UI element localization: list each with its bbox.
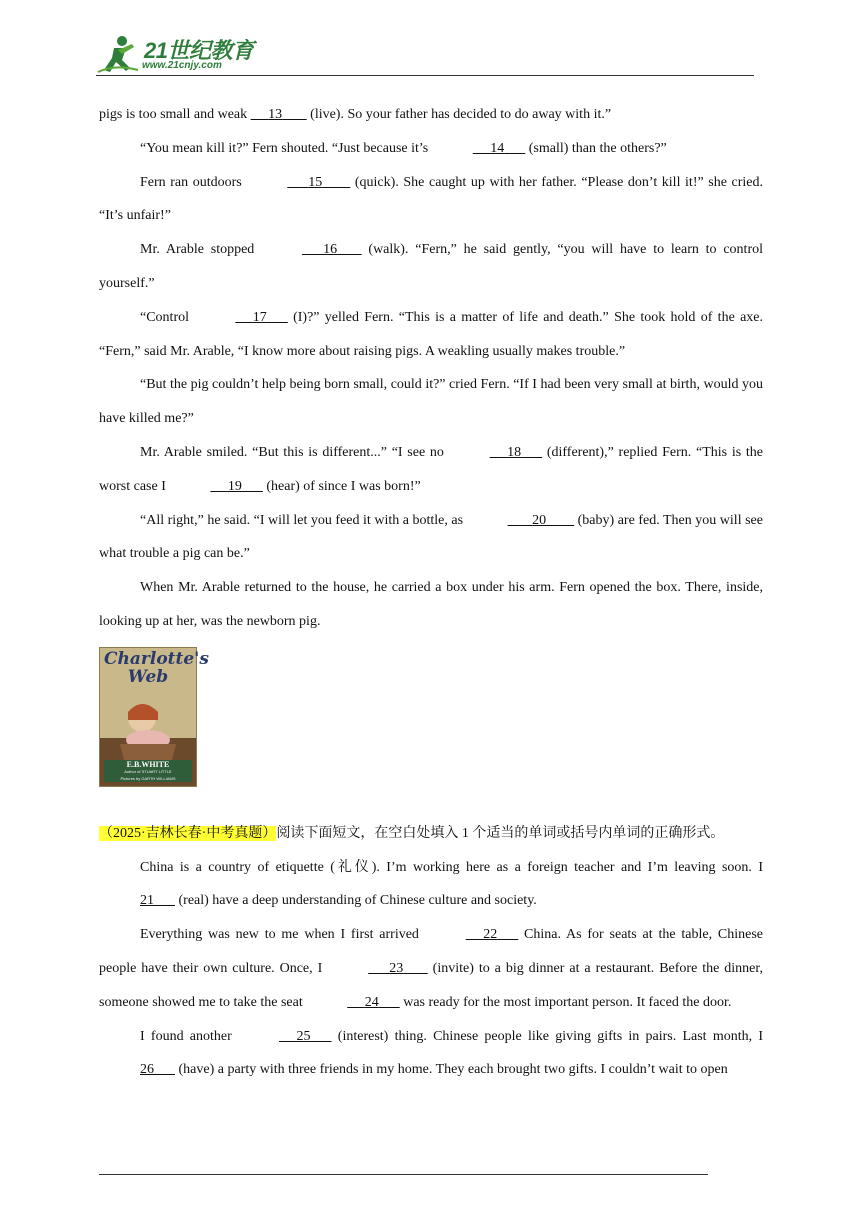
answer-blank-16: 16: [323, 242, 338, 258]
paragraph: When Mr. Arable returned to the house, he carried a box under his arm. Fern opened the box. There, inside, looking up at her, was the newborn pig.: [99, 580, 763, 629]
page-header: [0, 0, 860, 90]
answer-blank-13: 13: [268, 107, 283, 122]
site-logo: [92, 34, 262, 78]
instruction-text: 阅读下面短文，在空白处填入 1 个适当的单词或括号内单词的正确形式。: [276, 825, 725, 841]
cover-subtitle: Author of STUART LITTLE: [124, 768, 172, 774]
question-header: [99, 817, 763, 851]
paragraph: I found another 25 (interest) thing. Chinese people like giving gifts in pairs. Last month, I 26 (have) a party with three friends in my home. They each brought two gifts. I couldn’t wait to open: [99, 1020, 763, 1088]
answer-blank-15: 15: [308, 174, 323, 190]
answer-blank-23: 23: [389, 960, 404, 976]
cover-illustrator: Pictures by GARTH WILLIAMS: [120, 775, 176, 781]
paragraph: pigs is too small and weak 13 (live). So your father has decided to do away with it.”: [99, 98, 763, 132]
paragraph: Fern ran outdoors 15 (quick). She caught up with her father. “Please don’t kill it!” she cried. “It’s unfair!”: [99, 166, 763, 234]
paragraph: Everything was new to me when I first arrived 22 China. As for seats at the table, Chinese people have their own culture. Once, I 23 (invite) to a big dinner at a restaurant. Before the dinner, someone showed me to take the seat 24 was ready for the most important person. It faced the door.: [99, 918, 763, 1019]
answer-blank-22: 22: [483, 927, 498, 943]
answer-blank-26: 26: [140, 1062, 154, 1078]
cover-author: E.B.WHITE: [126, 759, 170, 769]
paragraph: China is a country of etiquette (礼仪). I’m working here as a foreign teacher and I’m leaving soon. I 21 (real) have a deep understanding of Chinese culture and society.: [99, 851, 763, 919]
cover-title: Charlotte's Web: [104, 648, 209, 687]
paragraph: Mr. Arable smiled. “But this is different...” “I see no 18 (different),” replied Fern. “This is the worst case I 19 (hear) of since I was born!”: [99, 436, 763, 504]
exam-source-highlight: （2025·吉林长春·中考真题）: [99, 825, 277, 841]
logo-text: 21世纪教育: [144, 38, 254, 63]
runner-logo-icon: [92, 34, 140, 76]
paragraph: “All right,” he said. “I will let you feed it with a bottle, as 20 (baby) are fed. Then you will see what trouble a pig can be.”: [99, 504, 763, 572]
answer-blank-24: 24: [364, 994, 379, 1010]
header-rule: [96, 75, 754, 76]
answer-blank-25: 25: [296, 1028, 311, 1044]
paragraph: “Control 17 (I)?” yelled Fern. “This is a matter of life and death.” She took hold of the axe. “Fern,” said Mr. Arable, “I know more about raising pigs. A weakling usually makes trouble.”: [99, 301, 763, 369]
answer-blank-17: 17: [252, 309, 267, 325]
book-cover-image: [99, 647, 209, 787]
document-body: [99, 98, 763, 1087]
answer-blank-19: 19: [227, 478, 242, 494]
answer-blank-21: 21: [140, 893, 154, 909]
paragraph: Mr. Arable stopped 16 (walk). “Fern,” he said gently, “you will have to learn to control yourself.”: [99, 233, 763, 301]
paragraph: “You mean kill it?” Fern shouted. “Just because it’s 14 (small) than the others?”: [99, 132, 763, 166]
answer-blank-14: 14: [490, 140, 505, 156]
answer-blank-18: 18: [507, 444, 522, 460]
answer-blank-20: 20: [532, 512, 547, 528]
logo-url: www.21cnjy.com: [142, 60, 222, 71]
footer-rule: [99, 1174, 708, 1175]
paragraph: “But the pig couldn’t help being born small, could it?” cried Fern. “If I had been very small at birth, would you have killed me?”: [99, 377, 763, 427]
